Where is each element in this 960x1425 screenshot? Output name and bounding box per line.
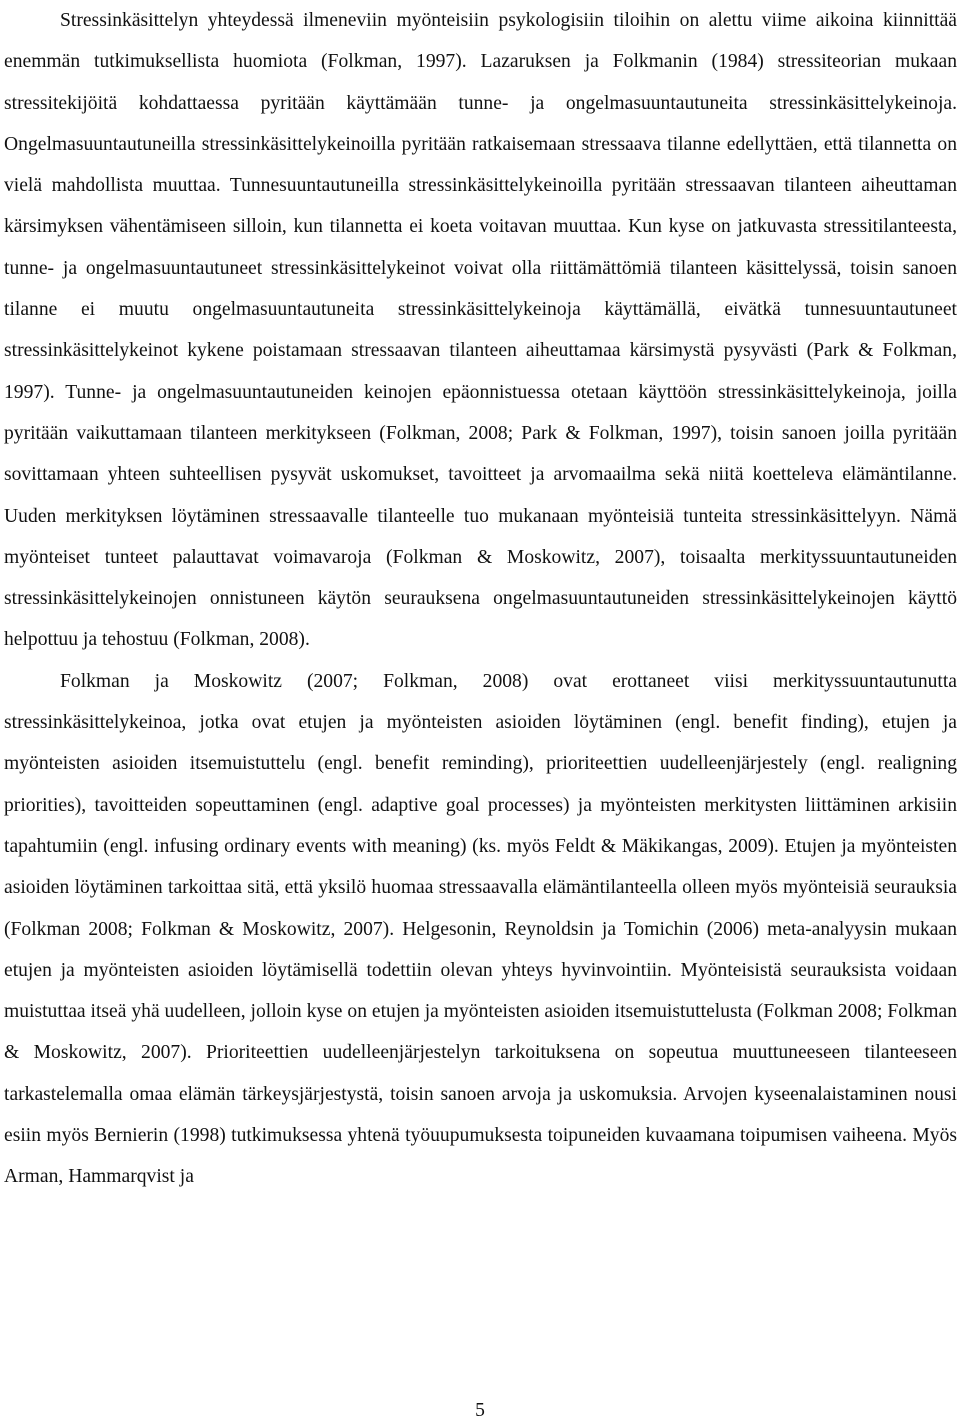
body-paragraph-2: Folkman ja Moskowitz (2007; Folkman, 2008) ovat erottaneet viisi merkityssuuntautunutta stressinkäsittelykeinoa, jotka ovat etujen ja myönteisten asioiden löytäminen (engl. benefit finding), etujen ja myönteisten asioiden itsemuistuttelu (engl. benefit reminding), prioriteettien uudelleenjärjestely (engl. realigning priorities), tavoitteiden sopeuttaminen (engl. adaptive goal processes) ja myönteisten merkitysten liittäminen arkisiin tapahtumiin (engl. infusing ordinary events with meaning) (ks. myös Feldt & Mäkikangas, 2009). Etujen ja myönteisten asioiden löytäminen tarkoittaa sitä, että yksilö huomaa stressaavalla elämäntilanteella olleen myös myönteisiä seurauksia (Folkman 2008; Folkman & Moskowitz, 2007). Helgesonin, Reynoldsin ja Tomichin (2006) meta-analyysin mukaan etujen ja myönteisten asioiden löytämisellä todettiin olevan yhteys hyvinvointiin. Myönteisistä seurauksista voidaan muistuttaa itseä yhä uudelleen, jolloin kyse on etujen ja myönteisten asioiden itsemuistuttelusta (Folkman 2008; Folkman & Moskowitz, 2007). Prioriteettien uudelleenjärjestelyn tarkoituksena on sopeutua muuttuneeseen tilanteeseen tarkastelemalla omaa elämän tärkeysjärjestystä, toisin sanoen arvoja ja uskomuksia. Arvojen kyseenalaistaminen nousi esiin myös Bernierin (1998) tutkimuksessa yhtenä työuupumuksesta toipuneiden kuvaamana toipumisen vaiheena. Myös Arman, Hammarqvist ja bbox=[4, 670, 957, 1188]
body-paragraph-1: Stressinkäsittelyn yhteydessä ilmeneviin myönteisiin psykologisiin tiloihin on alettu viime aikoina kiinnittää enemmän tutkimuksellista huomiota (Folkman, 1997). Lazaruksen ja Folkmanin (1984) stressiteorian mukaan stressitekijöitä kohdattaessa pyritään käyttämään tunne- ja ongelmasuuntautuneita stressinkäsittelykeinoja. Ongelmasuuntautuneilla stressinkäsittelykeinoilla pyritään ratkaisemaan stressaava tilanne edellyttäen, että tilannetta on vielä mahdollista muuttaa. Tunnesuuntautuneilla stressinkäsittelykeinoilla pyritään stressaavan tilanteen aiheuttaman kärsimyksen vähentämiseen silloin, kun tilannetta ei koeta voitavan muuttaa. Kun kyse on jatkuvasta stressitilanteesta, tunne- ja ongelmasuuntautuneet stressinkäsittelykeinot voivat olla riittämättömiä tilanteen käsittelyssä, toisin sanoen tilanne ei muutu ongelmasuuntautuneita stressinkäsittelykeinoja käyttämällä, eivätkä tunnesuuntautuneet stressinkäsittelykeinot kykene poistamaan stressaavan tilanteen aiheuttamaa kärsimystä pysyvästi (Park & Folkman, 1997). Tunne- ja ongelmasuuntautuneiden keinojen epäonnistuessa otetaan käyttöön stressinkäsittelykeinoja, joilla pyritään vaikuttamaan tilanteen merkitykseen (Folkman, 2008; Park & Folkman, 1997), toisin sanoen joilla pyritään sovittamaan yhteen suhteellisen pysyvät uskomukset, tavoitteet ja arvomaailma sekä niitä koetteleva elämäntilanne. Uuden merkityksen löytäminen stressaavalle tilanteelle tuo mukanaan myönteisiä tunteita stressinkäsittelyyn. Nämä myönteiset tunteet palauttavat voimavaroja (Folkman & Moskowitz, 2007), toisaalta merkityssuuntautuneiden stressinkäsittelykeinojen onnistuneen käytön seurauksena ongelmasuuntautuneiden stressinkäsittelykeinojen käyttö helpottuu ja tehostuu (Folkman, 2008). bbox=[4, 10, 957, 651]
page-number: 5 bbox=[475, 1400, 485, 1421]
document-page bbox=[4, 0, 957, 1425]
